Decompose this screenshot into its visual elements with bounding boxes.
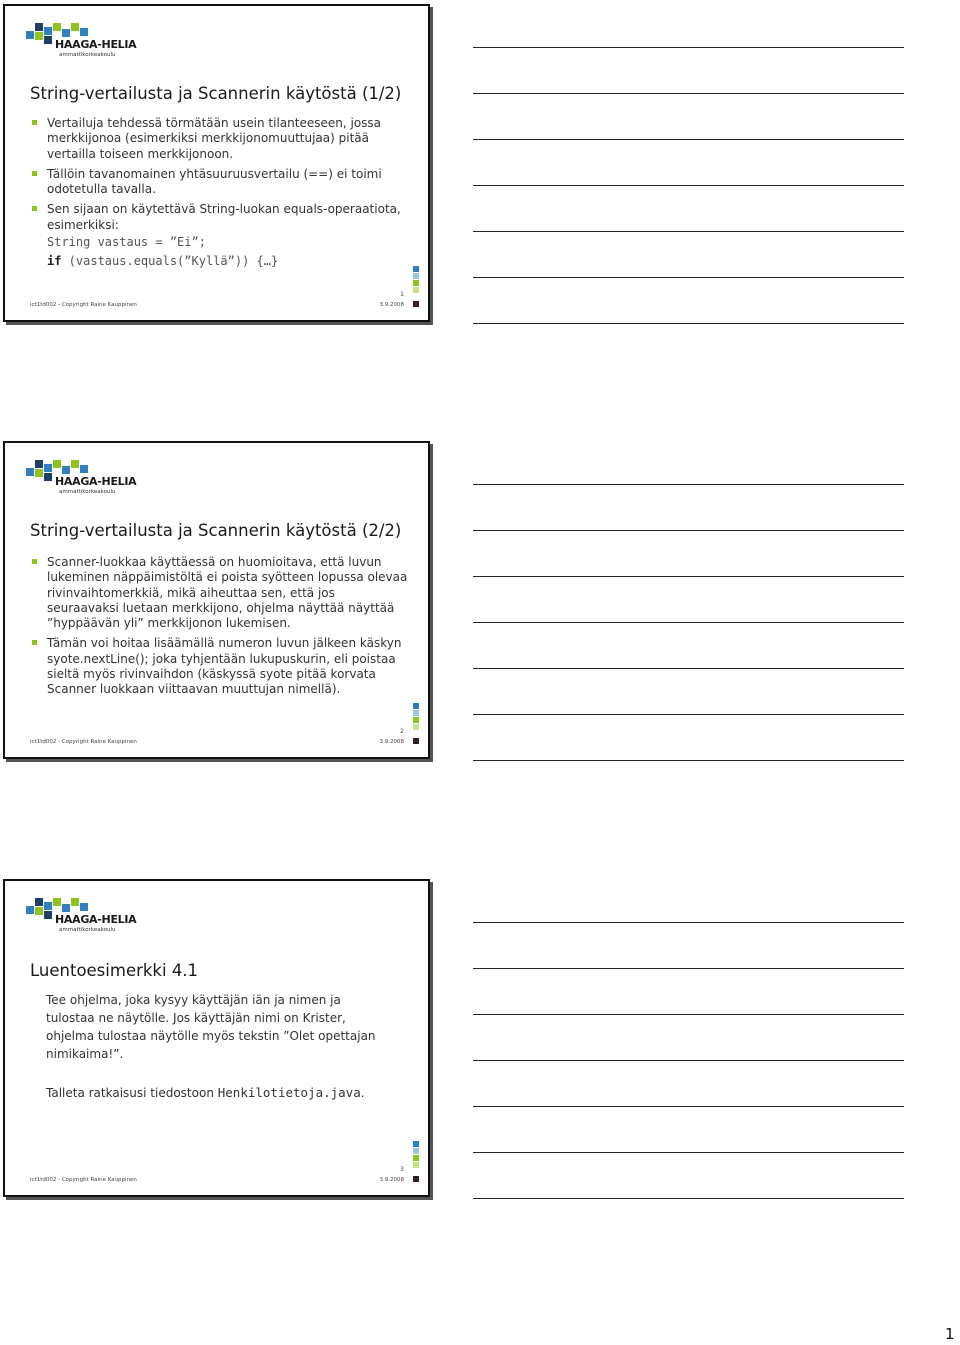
bullet-item: Sen sijaan on käytettävä String-luokan equals-operaatiota, esimerkiksi:: [30, 202, 410, 233]
slide-title: String-vertailusta ja Scannerin käytöstä (2/2): [30, 521, 402, 540]
slide-title: String-vertailusta ja Scannerin käytöstä (1/2): [30, 84, 402, 103]
slide-3: [3, 879, 430, 1197]
slide-body: [30, 555, 410, 703]
color-strip: [413, 703, 420, 745]
bullet-item: Vertailuja tehdessä törmätään usein tilanteeseen, jossa merkkijonoa (esimerkiksi merkkijonomuuttujaa) pitää vertailla toiseen merkkijonoon.: [30, 116, 410, 162]
logo-subtitle: ammattikorkeakoulu: [59, 489, 116, 495]
slide-number: 2: [400, 728, 404, 735]
logo-brand: HAAGA-HELIA: [55, 475, 137, 488]
footer-date: 3.9.2008: [379, 1177, 404, 1183]
slide-number: 3: [400, 1166, 404, 1173]
logo-subtitle: ammattikorkeakoulu: [59, 927, 116, 933]
logo-subtitle: ammattikorkeakoulu: [59, 52, 116, 58]
filename: Henkilotietoja.java: [217, 1085, 361, 1100]
bullet-square-icon: [32, 171, 37, 176]
bullet-item: Scanner-luokkaa käyttäessä on huomioitava, että luvun lukeminen näppäimistöltä ei poista syötteen lopussa olevaa rivinvaihtomerkkiä, mikä aiheuttaa sen, että jos seuraavaksi luetaan merkkijono, ohjelma näyttää näyttää ”hyppäävän yli” merkkijonon lukemisen.: [30, 555, 410, 631]
slide-title: Luentoesimerkki 4.1: [30, 961, 199, 980]
footer-date: 3.9.2008: [379, 302, 404, 308]
bullet-square-icon: [32, 640, 37, 645]
logo-brand: HAAGA-HELIA: [55, 38, 137, 51]
color-strip: [413, 266, 420, 308]
exercise-paragraph: Tee ohjelma, joka kysyy käyttäjän iän ja nimen ja tulostaa ne näytölle. Jos käyttäjän nimi on Krister, ohjelma tulostaa näytölle myös tekstin ”Olet opettajan nimikaima!”.: [46, 993, 376, 1061]
code-line: String vastaus = ”Ei”;: [47, 235, 206, 250]
haaga-helia-logo: [26, 460, 137, 498]
bullet-item: Tämän voi hoitaa lisäämällä numeron luvun jälkeen käskyn syote.nextLine(); joka tyhjentään lukupuskurin, eli poistaa sieltä myös rivinvaihdon (käskyssä syote pitää korvata Scanner luokkaan viittaavan muuttujan nimellä).: [30, 636, 410, 697]
slide-number: 1: [400, 291, 404, 298]
sheet-page-number: 1: [945, 1325, 955, 1343]
haaga-helia-logo: [26, 23, 137, 61]
slide-body: [30, 116, 410, 271]
bullet-item: Tällöin tavanomainen yhtäsuuruusvertailu (==) ei toimi odotetulla tavalla.: [30, 167, 410, 198]
logo-brand: HAAGA-HELIA: [55, 913, 137, 926]
footer-copyright: ict1td002 - Copyright Raine Kauppinen: [30, 302, 137, 308]
color-strip: [413, 1141, 420, 1183]
footer-date: 3.9.2008: [379, 739, 404, 745]
bullet-square-icon: [32, 206, 37, 211]
bullet-square-icon: [32, 559, 37, 564]
save-instruction: Talleta ratkaisusi tiedostoon Henkilotietoja.java.: [46, 1085, 365, 1100]
code-line: if (vastaus.equals(”Kyllä”)) {…}: [47, 254, 279, 269]
footer-copyright: ict1td002 - Copyright Raine Kauppinen: [30, 739, 137, 745]
haaga-helia-logo: [26, 898, 137, 936]
footer-copyright: ict1td002 - Copyright Raine Kauppinen: [30, 1177, 137, 1183]
slide-1: [3, 4, 430, 322]
slide-2: [3, 441, 430, 759]
bullet-square-icon: [32, 120, 37, 125]
